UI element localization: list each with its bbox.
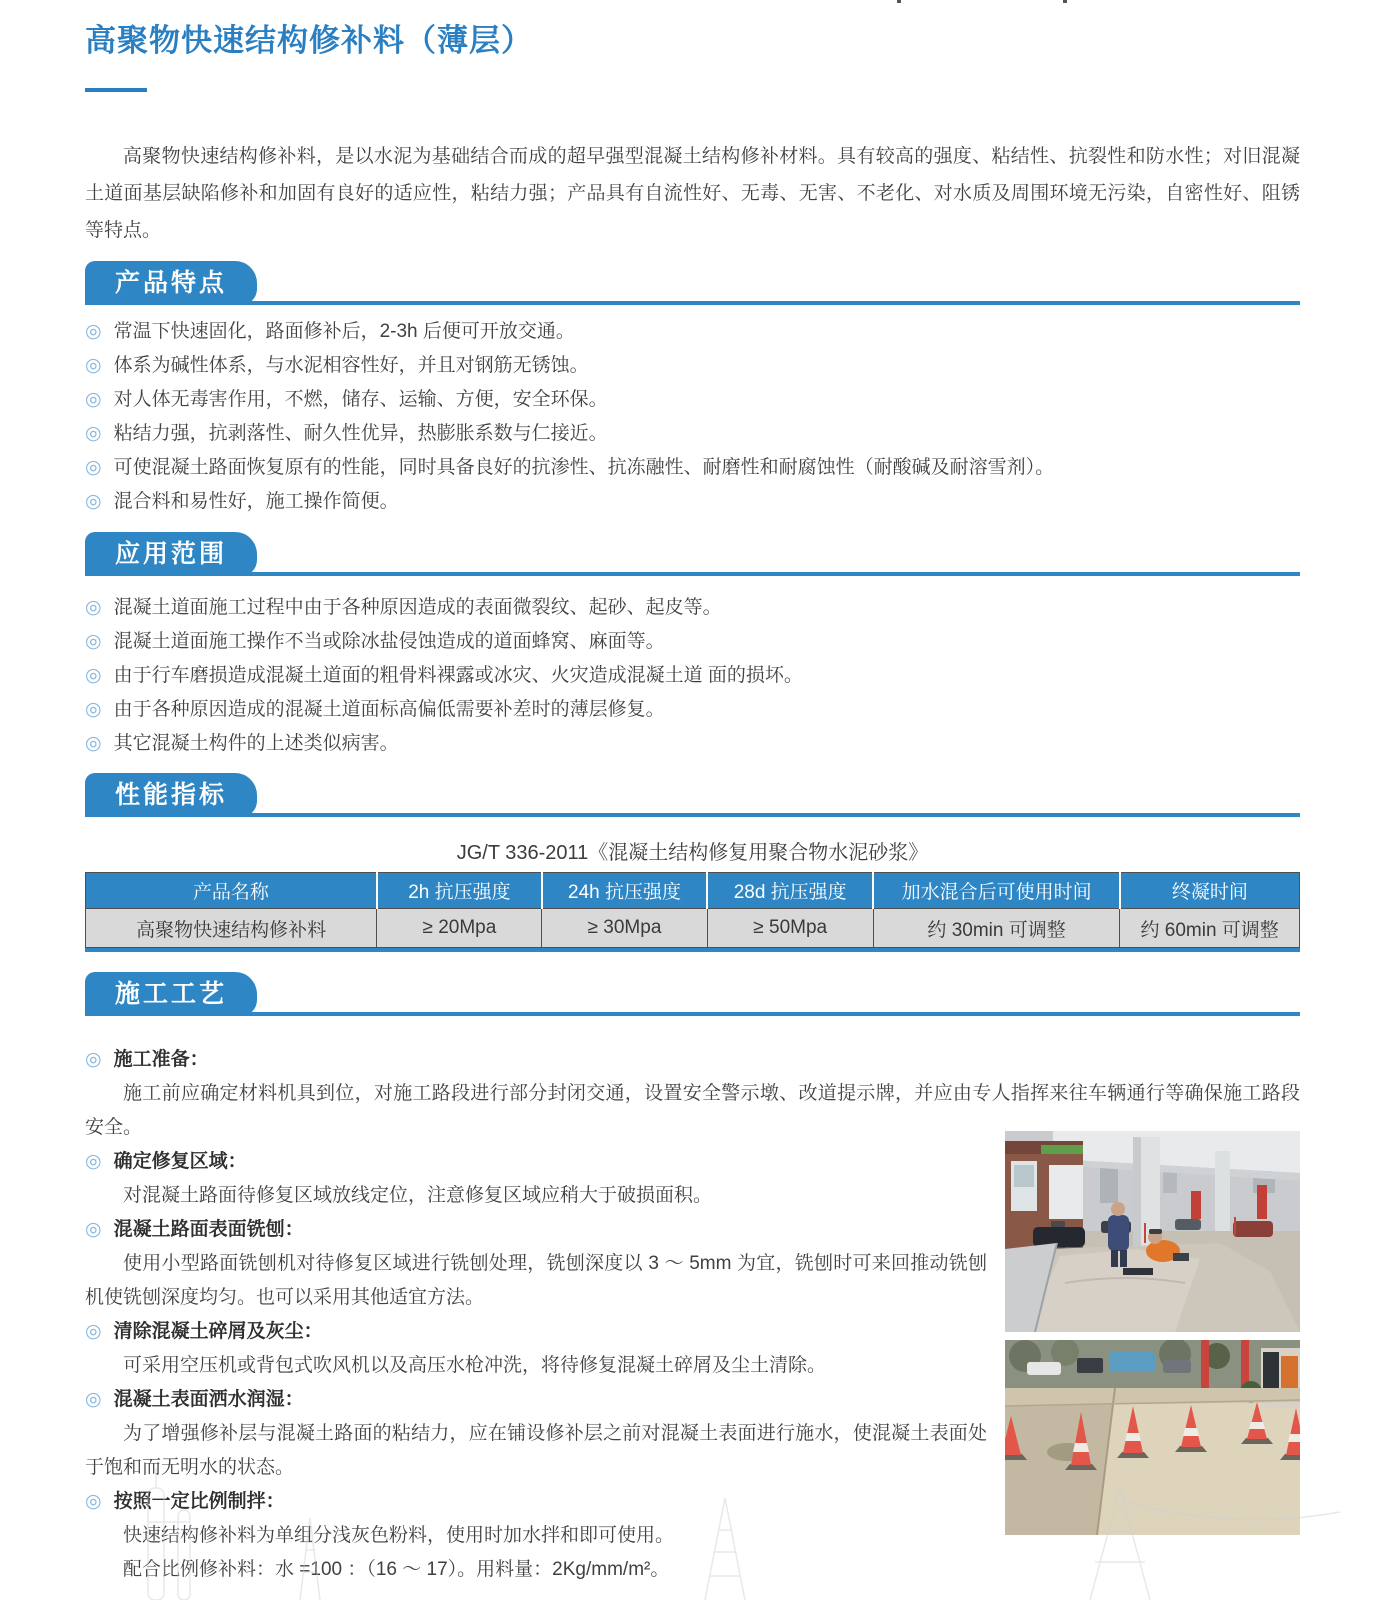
list-item-text: 由于行车磨损造成混凝土道面的粗骨料裸露或冰灾、火灾造成混凝土道 面的损坏。	[113, 665, 803, 686]
table-header-row	[86, 873, 1300, 909]
list-item	[85, 693, 1300, 727]
column-header: 28d 抗压强度	[707, 873, 873, 909]
column-header: 产品名称	[86, 873, 377, 909]
bullet-icon: ◎	[85, 1219, 102, 1240]
step-label-text: 按照一定比例制拌：	[113, 1491, 285, 1512]
section-badge: 应用范围	[85, 532, 257, 576]
intro-paragraph: 高聚物快速结构修补料，是以水泥为基础结合而成的超早强型混凝土结构修补材料。具有较高的强度、粘结性、抗裂性和防水性；对旧混凝土道面基层缺陷修补和加固有良好的适应性，粘结力强；产品具有自流性好、无毒、无害、不老化、对水质及周围环境无污染，自密性好、阻锈等特点。	[85, 146, 1300, 241]
section-badge: 性能指标	[85, 773, 257, 817]
section-rule	[85, 1012, 1300, 1016]
section-badge: 产品特点	[85, 261, 257, 305]
bullet-icon: ◎	[85, 597, 102, 618]
section-rule	[85, 813, 1300, 817]
list-item	[85, 591, 1300, 625]
bullet-icon: ◎	[85, 321, 102, 342]
bullet-icon: ◎	[85, 423, 102, 444]
list-item-text: 其它混凝土构件的上述类似病害。	[113, 733, 399, 754]
section-header-applications	[85, 532, 1300, 576]
bullet-icon: ◎	[85, 1389, 102, 1410]
features-list	[85, 315, 1300, 519]
step-body: 对混凝土路面待修复区域放线定位，注意修复区域应稍大于破损面积。	[123, 1185, 713, 1206]
step-body: 使用小型路面铣刨机对待修复区域进行铣刨处理，铣刨深度以 3 ～ 5mm 为宜，铣刨时可来回推动铣刨机使铣刨深度均匀。也可以采用其他适宜方法。	[85, 1253, 987, 1308]
table-cell: ≥ 30Mpa	[542, 909, 707, 948]
bullet-icon: ◎	[85, 631, 102, 652]
table-row	[86, 909, 1300, 948]
page-title: 高聚物快速结构修补料（薄层）	[85, 23, 533, 58]
bullet-icon: ◎	[85, 457, 102, 478]
bullet-icon: ◎	[85, 699, 102, 720]
section-header-process	[85, 972, 1300, 1016]
document-content	[85, 0, 1300, 1587]
step-body: 配合比例修补料：水 =100 ：（16 ～ 17）。用料量：2Kg/mm/m²。	[123, 1559, 670, 1580]
process-steps	[85, 1043, 1300, 1587]
table-cell: 高聚物快速结构修补料	[86, 909, 377, 948]
list-item-text: 混凝土道面施工操作不当或除冰盐侵蚀造成的道面蜂窝、麻面等。	[113, 631, 665, 652]
list-item-text: 体系为碱性体系，与水泥相容性好，并且对钢筋无锈蚀。	[113, 355, 589, 376]
list-item-text: 常温下快速固化，路面修补后，2-3h 后便可开放交通。	[113, 321, 575, 342]
title-underline	[85, 88, 147, 92]
step-label-text: 清除混凝土碎屑及灰尘：	[113, 1321, 323, 1342]
bullet-icon: ◎	[85, 665, 102, 686]
list-item-text: 混合料和易性好，施工操作简便。	[113, 491, 399, 512]
column-header: 2h 抗压强度	[377, 873, 542, 909]
list-item-text: 对人体无毒害作用，不燃，储存、运输、方便，安全环保。	[113, 389, 608, 410]
table-bottom-rule	[85, 948, 1300, 952]
step-label-text: 施工准备：	[113, 1049, 209, 1070]
list-item-text: 混凝土道面施工过程中由于各种原因造成的表面微裂纹、起砂、起皮等。	[113, 597, 722, 618]
list-item	[85, 625, 1300, 659]
list-item-text: 粘结力强，抗剥落性、耐久性优异，热膨胀系数与仁接近。	[113, 423, 608, 444]
traffic-cones-photo	[1005, 1340, 1300, 1535]
column-header: 加水混合后可使用时间	[873, 873, 1119, 909]
table-caption: JG/T 336-2011《混凝土结构修复用聚合物水泥砂浆》	[456, 842, 929, 864]
column-header: 24h 抗压强度	[542, 873, 707, 909]
list-item-text: 由于各种原因造成的混凝土道面标高偏低需要补差时的薄层修复。	[113, 699, 665, 720]
bullet-icon: ◎	[85, 1049, 102, 1070]
applications-list	[85, 591, 1300, 761]
section-badge: 施工工艺	[85, 972, 257, 1016]
table-cell: 约 60min 可调整	[1120, 909, 1300, 948]
bullet-icon: ◎	[85, 1491, 102, 1512]
list-item	[85, 417, 1300, 451]
list-item	[85, 485, 1300, 519]
step-body: 快速结构修补料为单组分浅灰色粉料，使用时加水拌和即可使用。	[123, 1525, 675, 1546]
bullet-icon: ◎	[85, 1321, 102, 1342]
pavement-repair-photo	[1005, 1131, 1300, 1332]
bullet-icon: ◎	[85, 1151, 102, 1172]
step-body: 可采用空压机或背包式吹风机以及高压水枪冲洗，将待修复混凝土碎屑及尘土清除。	[123, 1355, 827, 1376]
step-body: 为了增强修补层与混凝土路面的粘结力，应在铺设修补层之前对混凝土表面进行施水，使混凝土表面处于饱和而无明水的状态。	[85, 1423, 987, 1478]
step-label-text: 确定修复区域：	[113, 1151, 247, 1172]
bullet-icon: ◎	[85, 355, 102, 376]
column-header: 终凝时间	[1120, 873, 1300, 909]
process-photo-column	[1005, 1131, 1300, 1543]
table-cell: ≥ 50Mpa	[707, 909, 873, 948]
bullet-icon: ◎	[85, 491, 102, 512]
step-label-text: 混凝土路面表面铣刨：	[113, 1219, 304, 1240]
table-cell: ≥ 20Mpa	[377, 909, 542, 948]
table-cell: 约 30min 可调整	[873, 909, 1119, 948]
section-header-performance	[85, 773, 1300, 817]
section-header-features	[85, 261, 1300, 305]
list-item	[85, 727, 1300, 761]
performance-table	[85, 872, 1300, 948]
step-label	[85, 1043, 1300, 1077]
list-item-text: 可使混凝土路面恢复原有的性能，同时具备良好的抗渗性、抗冻融性、耐磨性和耐腐蚀性（耐酸碱及耐溶雪剂）。	[113, 457, 1055, 478]
section-rule	[85, 572, 1300, 576]
list-item	[85, 315, 1300, 349]
bullet-icon: ◎	[85, 389, 102, 410]
section-rule	[85, 301, 1300, 305]
list-item	[85, 349, 1300, 383]
list-item	[85, 383, 1300, 417]
step-body: 施工前应确定材料机具到位，对施工路段进行部分封闭交通，设置安全警示墩、改道提示牌，并应由专人指挥来往车辆通行等确保施工路段安全。	[85, 1083, 1300, 1138]
bullet-icon: ◎	[85, 733, 102, 754]
step-label-text: 混凝土表面洒水润湿：	[113, 1389, 304, 1410]
list-item	[85, 451, 1300, 485]
list-item	[85, 659, 1300, 693]
